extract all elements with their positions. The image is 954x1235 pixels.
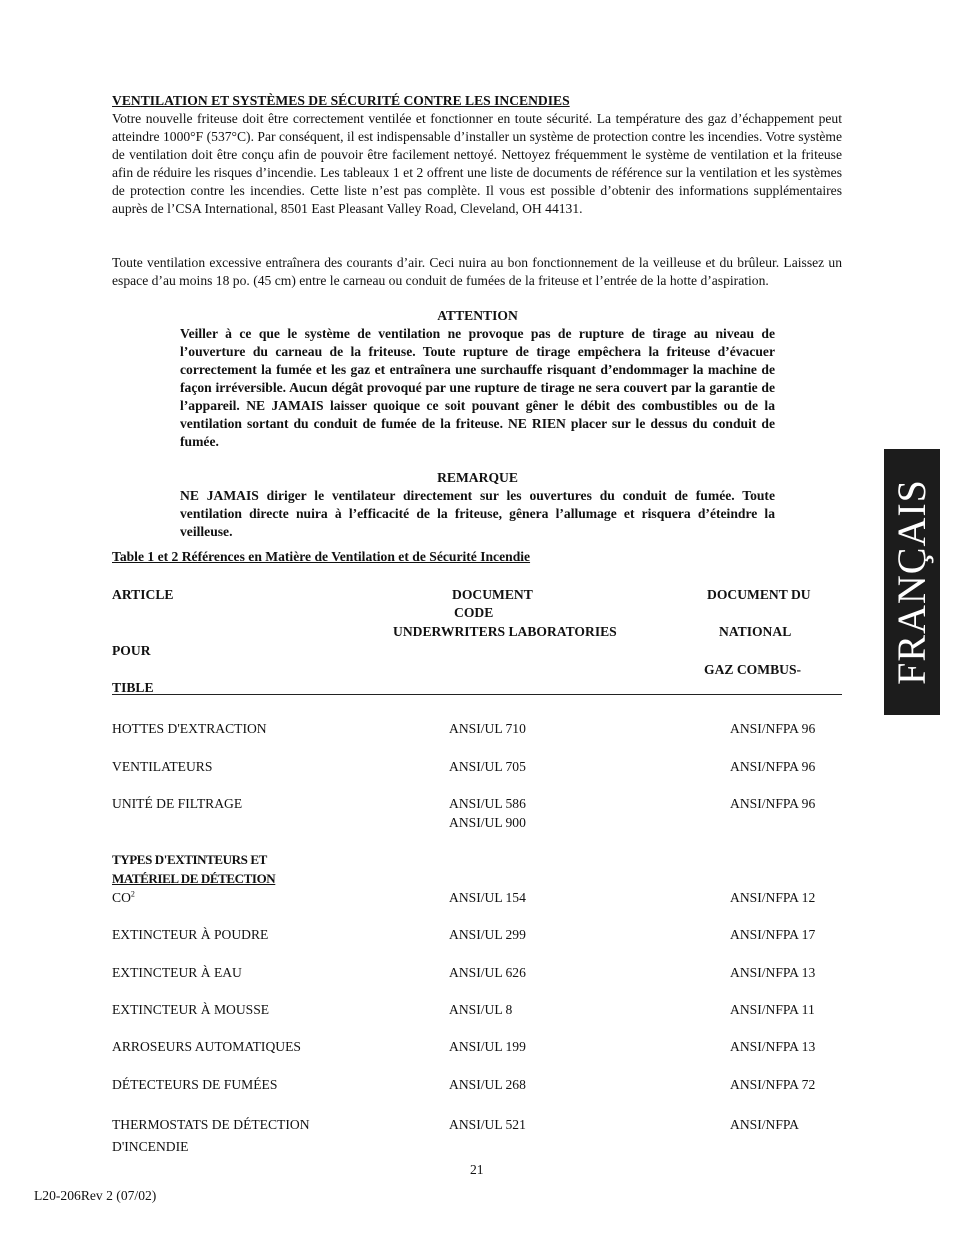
row-article: HOTTES D'EXTRACTION [112,721,267,736]
attention-heading: ATTENTION [437,308,518,323]
row-nfpa: ANSI/NFPA [730,1117,800,1132]
row-ul: ANSI/UL 521 [449,1117,526,1132]
page-number: 21 [470,1162,484,1177]
header-code: CODE [454,605,494,620]
row-ul: ANSI/UL 710 [449,721,526,736]
row-ul: ANSI/UL 626 [449,965,526,980]
row-nfpa: ANSI/NFPA 13 [730,965,816,980]
row-article: THERMOSTATS DE DÉTECTION [112,1117,310,1132]
row-article: EXTINCTEUR À POUDRE [112,927,269,942]
intro-paragraph: Votre nouvelle friteuse doit être correctement ventilée et fonctionner en toute sécurité. La température des gaz d’échappement peut atteindre 1000°F (537°C). Par conséquent, il est indispensable d’installer un système de protection contre les incendies. Votre système de ventilation doit être conçu afin de pouvoir être facilement nettoyé. Nettoyez fréquemment le système de ventilation et la friteuse afin de réduire les risques d’incendie. Les tableaux 1 et 2 offrent une liste de documents de référence sur la ventilation et les systèmes de protection contre les incendies. Cette liste n’est pas complète. Il vous est possible d’obtenir des informations supplémentaires auprès de l’CSA International, 8501 East Pleasant Valley Road, Cleveland, OH 44131. [112,111,842,216]
row-article-line2: D'INCENDIE [112,1139,189,1154]
attention-text: Veiller à ce que le système de ventilation ne provoque pas de rupture de tirage au niveau de l’ouverture du carneau de la friteuse. Toute rupture de tirage empêchera la friteuse d’évacuer correctement la fumée et les gaz et entraînera une surchauffe risquant d’endommager la machine de façon irréversible. Aucun dégât provoqué par une rupture de tirage ne sera couvert par la garantie de l’appareil. NE JAMAIS laisser quoique ce soit pouvant gêner le débit des combustibles ou de la ventilation sortant du conduit de fumée de la friteuse. NE RIEN placer sur le dessus du conduit de fumée. [180,326,775,449]
row-ul: ANSI/UL 268 [449,1077,526,1092]
category-heading-line1: TYPES D'EXTINTEURS ET [112,852,267,867]
row-article: ARROSEURS AUTOMATIQUES [112,1039,301,1054]
row-nfpa: ANSI/NFPA 12 [730,890,816,905]
row-ul: ANSI/UL 8 [449,1002,513,1017]
row-ul-secondary: ANSI/UL 900 [449,815,526,830]
row-article: UNITÉ DE FILTRAGE [112,796,243,811]
row-ul: ANSI/UL 299 [449,927,526,942]
row-ul: ANSI/UL 199 [449,1039,526,1054]
row-article: EXTINCTEUR À EAU [112,965,242,980]
language-tab-label: FRANÇAIS [889,479,934,685]
header-underwriters: UNDERWRITERS LABORATORIES [393,624,617,639]
header-rule [112,694,842,695]
header-national: NATIONAL [719,624,792,639]
row-nfpa: ANSI/NFPA 11 [730,1002,815,1017]
header-document: DOCUMENT [452,587,533,602]
row-nfpa: ANSI/NFPA 13 [730,1039,816,1054]
language-tab [884,449,940,715]
row-nfpa: ANSI/NFPA 17 [730,927,816,942]
category-heading-line2: MATÉRIEL DE DÉTECTION [112,871,276,886]
row-article: DÉTECTEURS DE FUMÉES [112,1077,278,1092]
header-tible: TIBLE [112,680,154,695]
row-ul: ANSI/UL 705 [449,759,526,774]
row-ul: ANSI/UL 586 [449,796,526,811]
header-document-du: DOCUMENT DU [707,587,811,602]
row-nfpa: ANSI/NFPA 72 [730,1077,816,1092]
header-gaz-combus: GAZ COMBUS- [704,662,802,677]
row-nfpa: ANSI/NFPA 96 [730,796,816,811]
row-ul: ANSI/UL 154 [449,890,526,905]
header-pour: POUR [112,643,151,658]
remarque-heading: REMARQUE [437,470,518,485]
row-nfpa: ANSI/NFPA 96 [730,721,816,736]
row-article-co2: $CO^2$ [112,889,135,905]
draft-paragraph: Toute ventilation excessive entraînera des courants d’air. Ceci nuira au bon fonctionnement de la veilleuse et du brûleur. Laissez un espace d’au moins 18 po. (45 cm) entre le carneau ou conduit de fumées de la friteuse et l’entrée de la hotte d’aspiration. [112,255,842,288]
document-reference: L20-206Rev 2 (07/02) [34,1188,157,1203]
row-article: EXTINCTEUR À MOUSSE [112,1002,270,1017]
row-nfpa: ANSI/NFPA 96 [730,759,816,774]
section-title: VENTILATION ET SYSTÈMES DE SÉCURITÉ CONTRE LES INCENDIES [112,93,570,108]
header-article: ARTICLE [112,587,174,602]
row-article: VENTILATEURS [112,759,213,774]
table-title: Table 1 et 2 Références en Matière de Ventilation et de Sécurité Incendie [112,549,531,564]
remarque-text: NE JAMAIS diriger le ventilateur directement sur les ouvertures du conduit de fumée. Toute ventilation directe nuira à l’efficacité de la friteuse, gênera l’allumage et risquera d’éteindre la veilleuse. [180,488,775,539]
